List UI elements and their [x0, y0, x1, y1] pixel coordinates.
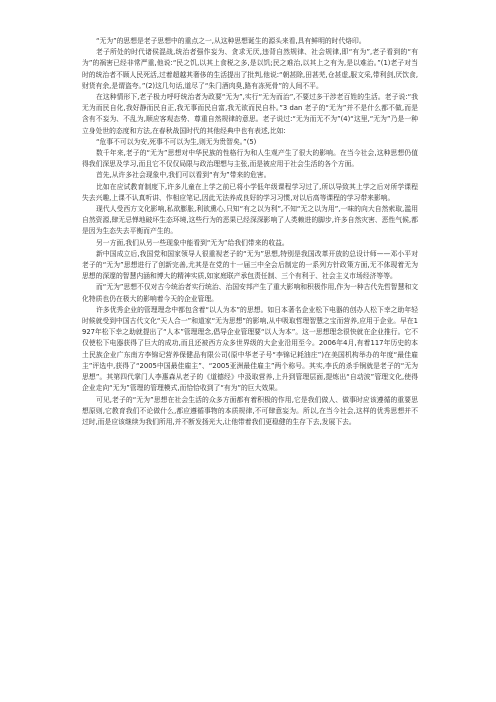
document-body	[82, 36, 418, 428]
paragraph-first-point: 首先,从许多社会现象中,我们可以看到“有为”带来的危害。	[96, 171, 271, 180]
paragraph-management-influence: 而“无为”思想不仅对古今统治者实行统治、治国安邦产生了重大影响和积极作用,作为一种古代先哲智慧和文化特质也仍在极大的影响着今天的企业管理。	[82, 283, 418, 303]
paragraph-education-example: 比如在应试教育制度下,许多儿童在上学之前已将小学低年级课程学习过了,所以导致其上学之后对所学课程失去兴趣,上课不认真听讲、作相应笔记,因此无法养成良好的学习习惯,对以后高等课程的学习带来影响。	[82, 182, 418, 202]
paragraph-policy-example: 新中国成立后,我国党和国家领导人很重视老子的“无为”思想,特别是我国改革开放的总设计师——邓小平对老子的“无为”思想进行了创新完善,尤其是在党的十一届三中全会后制定的一系列方针政策方面,无不体现着无为思想的深邃的智慧内涵和博大的精神实质,如家庭联产承包责任制、三个有利于、社会主义市场经济等等。	[82, 249, 418, 281]
paragraph-environment-example: 现代人受西方文化影响,私欲膨胀,利欲熏心,只知“有之以为利”,不知“无之以为用”,一味的向大自然索取,滥用自然资源,肆无忌惮地破坏生态环境,这些行为的恶果已经深深影响了人类赖进的脚步,许多自然灾害、恶性气候,都是因为生态失去平衡而产生的。	[82, 205, 418, 236]
paragraph-other-side: 另一方面,我们从另一些现象中能看到“无为”给我们带来的收益。	[96, 238, 289, 247]
paragraph-quote: “危事不可以为安,死事不可以为生,则无为贵智矣。”(5)	[96, 137, 257, 146]
paragraph-influence: 数千年来,老子的“无为”思想对中华民族的性格行为和人生观产生了很大的影响。在当今社会,这种思想仍值得我们深思及学习,而且它不仅仅局限与政治理想与主张,而是被应用于社会生活的各个方面。	[82, 149, 418, 169]
paragraph-enterprise-examples: 许多优秀企业的管理理念中都包含着“以人为本”的思想。如日本著名企业松下电器的创办人松下幸之助年轻时候就受到中国古代文化“天人合一”和道家“无为思想”的影响,从中吸取哲理智慧之宝而营养,应用于企业。早在1927年松下幸之助就提出了“人本”管理理念,倡导企业管理要“以人为本”。这一思想理念很快就在企业推行。它不仅使松下电器获得了巨大的成功,而且还被西方众多世界级的大企业沿用至今。2006年4月,有着117年历史的本土民族企业广东南方李锦记营养保健品有限公司(原中华老子号“李锦记耗油庄”)在美国机构举办的年度“最佳雇主”评选中,获得了“2005中国最佳雇主”、“2005亚洲最佳雇主”两个称号。其实,李氏的杀手锏就是老子的“无为思想”。其第四代掌门人李惠森从老子的《道德经》中汲取营养,上升到管理层面,提炼出“自动波”管理文化,使得企业走向“无为”管理的管理模式,而恰恰收到了“有为”的巨大效果。	[82, 305, 418, 393]
paragraph-wuwei-meaning: 在这种情形下,老子极力呼吁统治者为政要“无为”,实行“无为而治”,不要过多干涉老百姓的生活。老子说:“我无为而民自化,我好静而民自正,我无事而民自富,我无欲而民自朴。”3 dan 老子的“无为”并不是什么都不做,而是含有不妄为、不乱为,顺应客观态势、尊重自然规律的意思。老子说过:“无为而无不为”(4)“这里,“无为”乃是一种立身处世的态度和方法,在春秋战国时代的其他经典中也有表述,比如:	[82, 93, 418, 135]
paragraph-background: 老子所处的时代诸侯混战,统治者强作妄为、贪求无厌,违背自然规律、社会规律,即“有为”,老子看到的“有为”的祸害已经非常严重,他说:“民之饥,以其上食税之多,是以饥;民之难治,以其上之有为,是以难治。”(1)老子对当时的统治者不顾人民死活,过着超越其奢侈的生活提出了批判,他说:“朝甚除,田甚芜,仓甚虚,服文采,带利剑,厌饮食,财货有余,是谓盗夸。”(2)这几句话,道尽了“朱门酒肉臭,路有冻死骨”的人间不平。	[82, 48, 418, 90]
paragraph-intro: “无为”的思想是老子思想中的重点之一,从这种思想诞生的源头来看,具有鲜明的时代烙印。	[96, 37, 366, 45]
paragraph-conclusion: 可见,老子的“无为”思想在社会生活的众多方面都有着积极的作用,它是我们做人、做事时应该遵循的重要思想原则,它教育我们不论做什么,都应遵循事物的本质规律,不可肆意妄为。所以,在当今社会,这样的优秀思想并不过时,而是应该继续为我们所用,并不断发扬光大,让他带着我们更稳健的生存下去,发展下去。	[82, 395, 418, 426]
